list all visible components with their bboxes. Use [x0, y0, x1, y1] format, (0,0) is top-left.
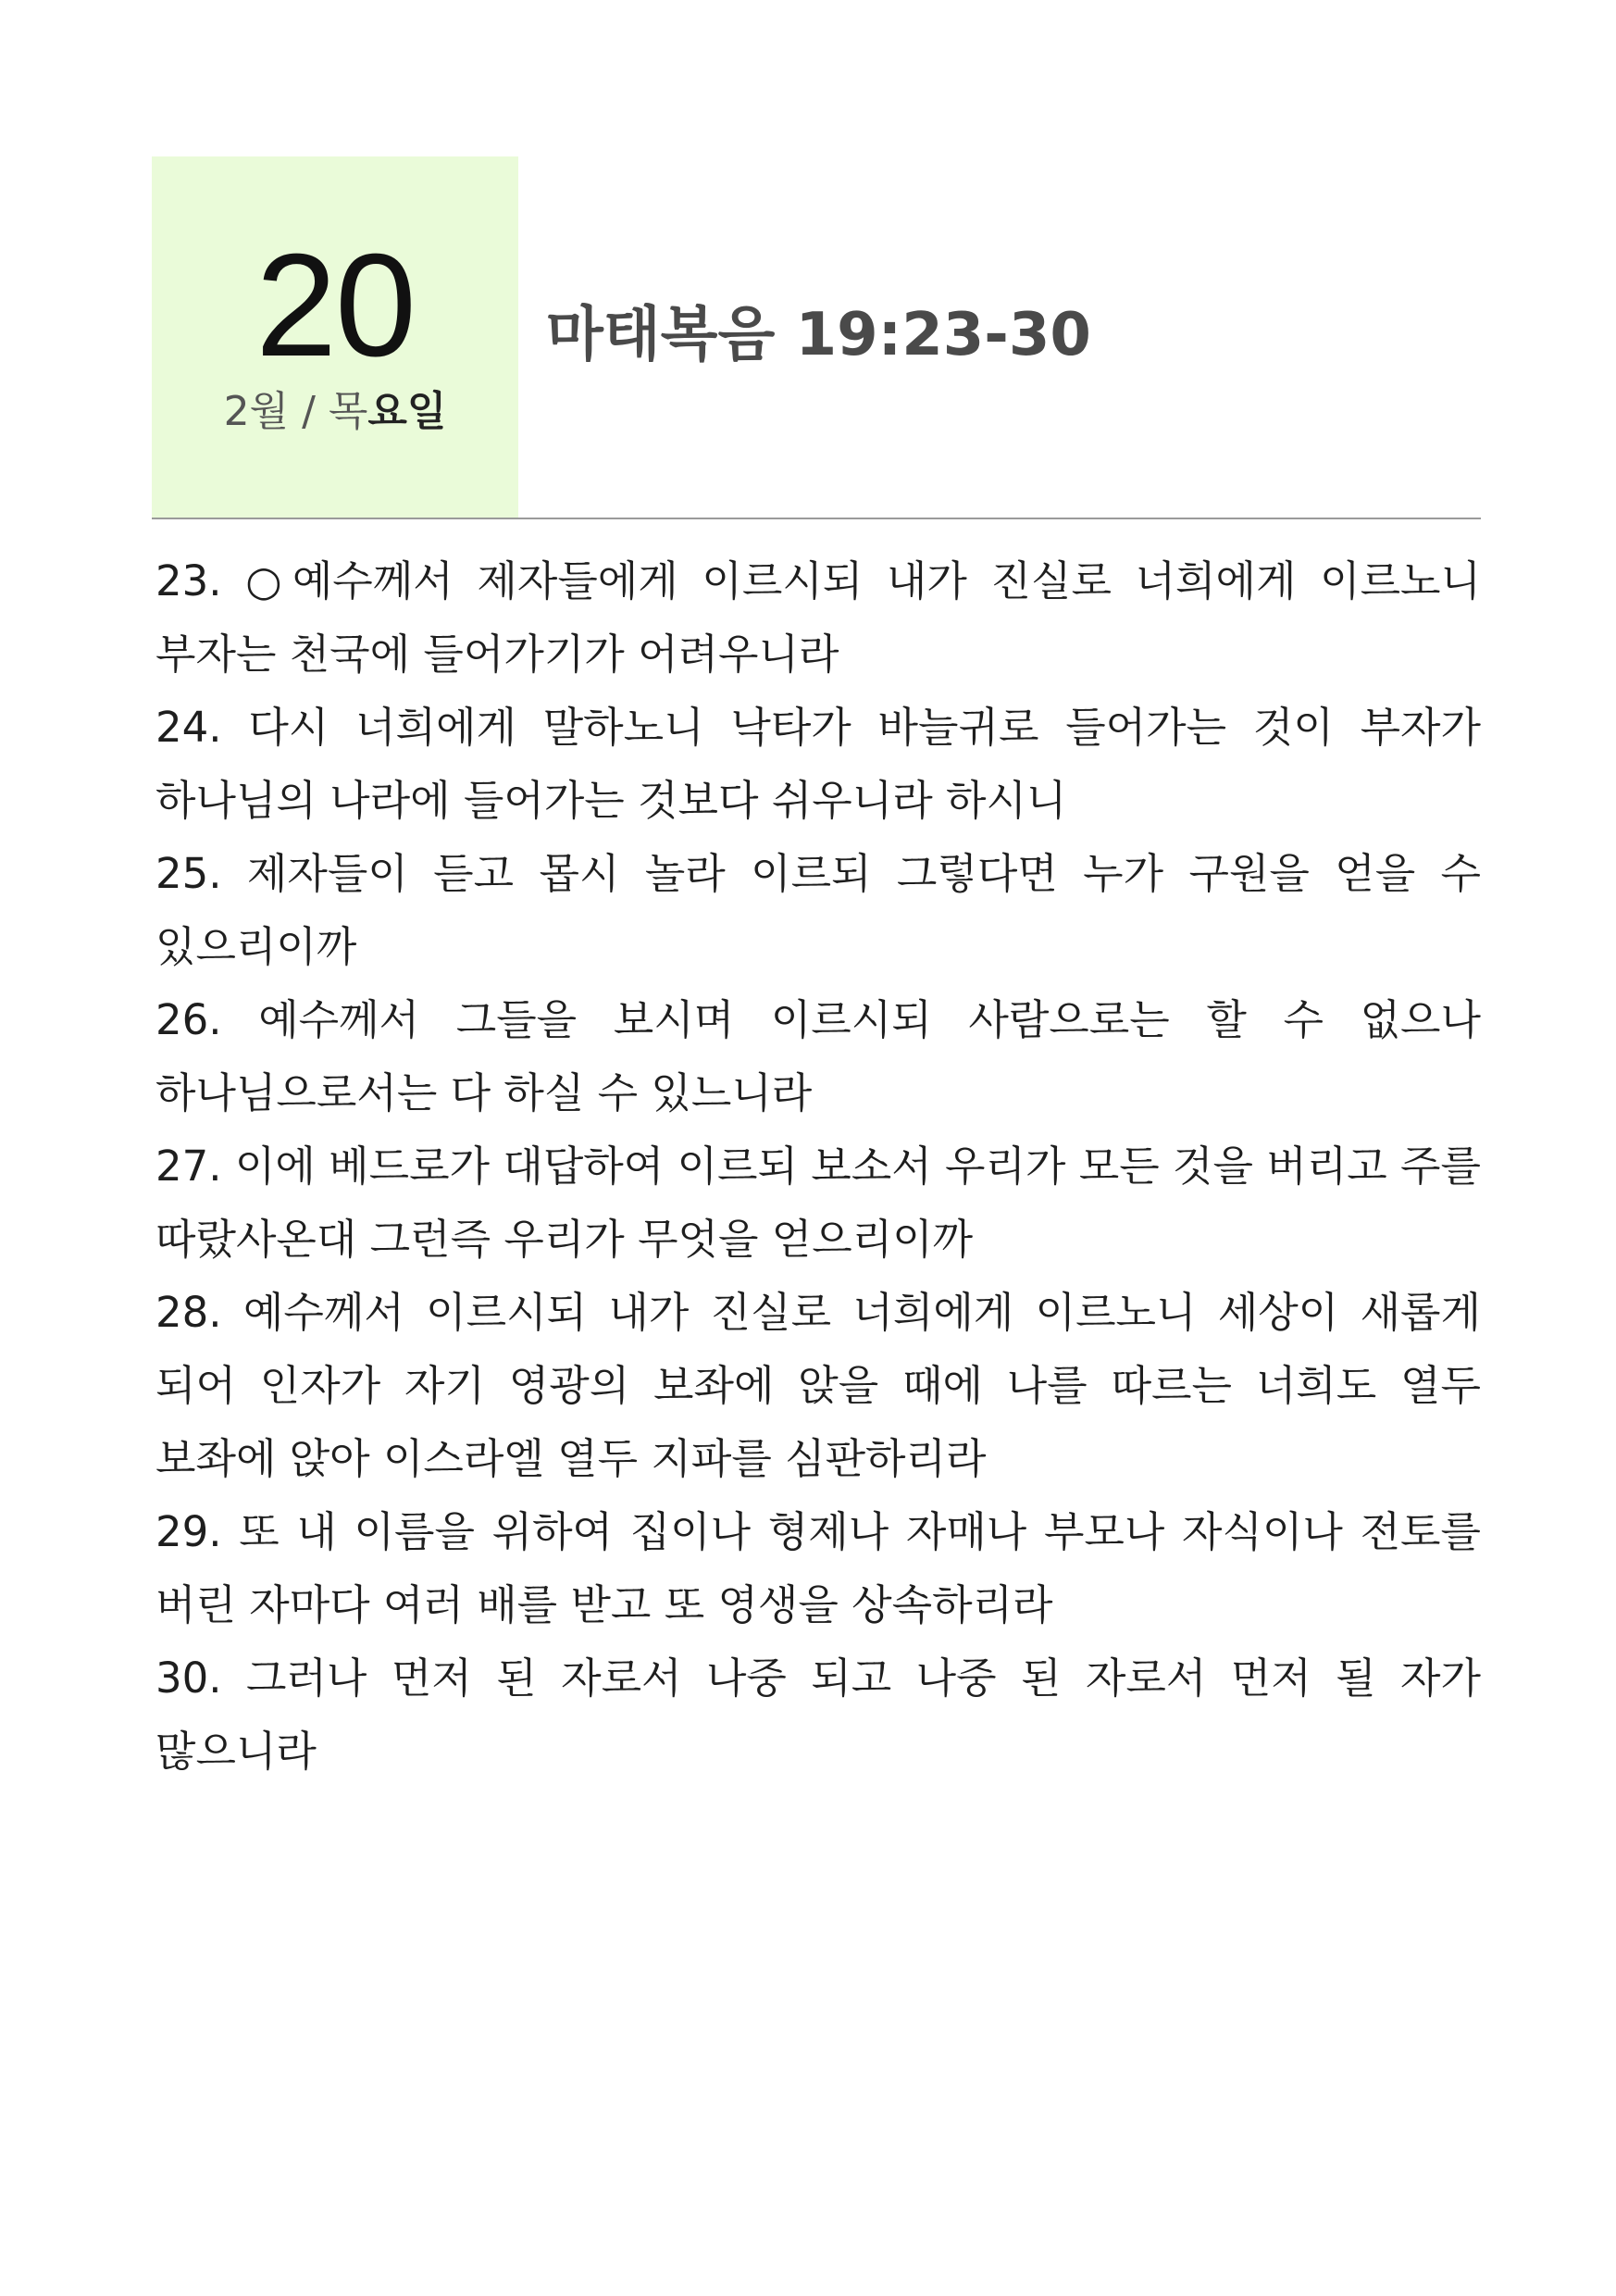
verse-23: 23. ○예수께서 제자들에게 이르시되 내가 진실로 너희에게 이르노니 부자는 천국에 들어가기가 어려우니라 [155, 556, 1481, 679]
verse-24: 24. 다시 너희에게 말하노니 낙타가 바늘귀로 들어가는 것이 부자가 하나님의 나라에 들어가는 것보다 쉬우니라 하시니 [155, 703, 1481, 825]
divider [152, 518, 1481, 519]
date-separator: / [302, 388, 316, 435]
verse-28: 28. 예수께서 이르시되 내가 진실로 너희에게 이르노니 세상이 새롭게 되어 인자가 자기 영광의 보좌에 앉을 때에 나를 따르는 너희도 열두 보좌에 앉아 이스라엘 열두 지파를 심판하리라 [155, 1288, 1481, 1483]
verse-30: 30. 그러나 먼저 된 자로서 나중 되고 나중 된 자로서 먼저 될 자가 많으니라 [155, 1653, 1481, 1776]
weekday-prefix: 목 [328, 388, 368, 435]
month-weekday [152, 388, 518, 435]
date-box [152, 156, 518, 518]
verse-29: 29. 또 내 이름을 위하여 집이나 형제나 자매나 부모나 자식이나 전토를 버린 자마다 여러 배를 받고 또 영생을 상속하리라 [155, 1507, 1481, 1629]
month-label: 2월 [223, 388, 290, 435]
verse-27: 27. 이에 베드로가 대답하여 이르되 보소서 우리가 모든 것을 버리고 주를 따랐사온대 그런즉 우리가 무엇을 얻으리이까 [155, 1142, 1481, 1264]
verse-25: 25. 제자들이 듣고 몹시 놀라 이르되 그렇다면 누가 구원을 얻을 수 있으리이까 [155, 849, 1481, 971]
verse-26: 26. 예수께서 그들을 보시며 이르시되 사람으로는 할 수 없으나 하나님으로서는 다 하실 수 있느니라 [155, 995, 1481, 1117]
verse-list [155, 544, 1481, 1788]
passage-title: 마태복음 19:23-30 [546, 301, 1091, 369]
weekday-suffix: 요일 [367, 388, 447, 435]
day-number: 20 [255, 224, 415, 387]
